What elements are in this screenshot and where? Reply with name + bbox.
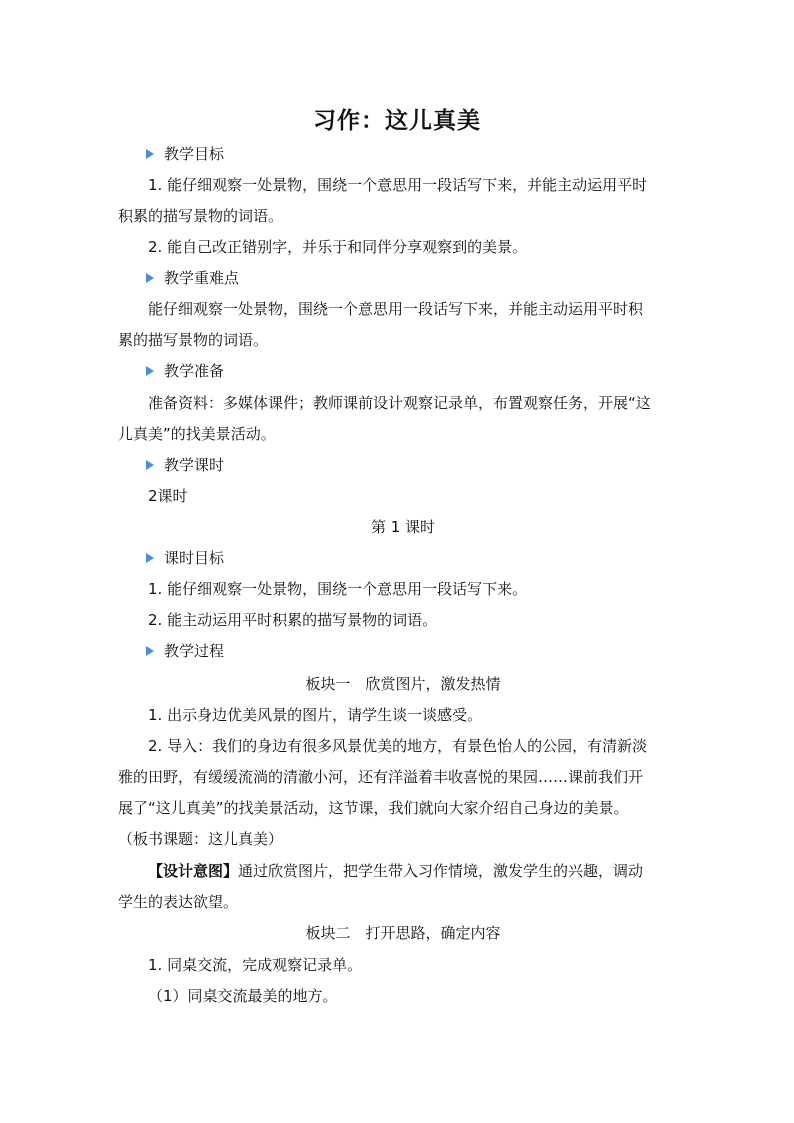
block-title: 板块二 打开思路，确定内容 <box>305 924 501 942</box>
paragraph-line: 儿真美”的找美景活动。 <box>118 425 276 443</box>
class-hours-value: 2课时 <box>148 487 188 505</box>
heading-lesson-goals <box>146 548 716 568</box>
paragraph-line: 1. 出示身边优美风景的图片，请学生谈一谈感受。 <box>148 706 483 724</box>
paragraph-line: 2. 导入：我们的身边有很多风景优美的地方，有景色怡人的公园，有清新淡 <box>148 737 648 755</box>
paragraph-line: 2. 能主动运用平时积累的描写景物的词语。 <box>148 611 438 629</box>
heading-text: 教学目标 <box>164 145 225 163</box>
triangle-bullet-icon <box>146 553 154 563</box>
paragraph-line: 学生的表达欲望。 <box>118 893 239 911</box>
heading-teaching-goals <box>146 144 716 164</box>
paragraph-line: 累的描写景物的词语。 <box>118 331 269 349</box>
paragraph-line: 2. 能自己改正错别字，并乐于和同伴分享观察到的美景。 <box>148 238 528 256</box>
paragraph-line: （板书课题：这儿真美） <box>118 830 284 848</box>
heading-key-points <box>146 268 716 288</box>
heading-text: 教学过程 <box>164 642 225 660</box>
triangle-bullet-icon <box>146 460 154 470</box>
paragraph-line: 积累的描写景物的词语。 <box>118 207 284 225</box>
lesson-title: 第 1 课时 <box>370 518 436 536</box>
paragraph-line: 雅的田野，有缓缓流淌的清澈小河，还有洋溢着丰收喜悦的果园……课前我们开 <box>118 768 644 786</box>
paragraph-line: 1. 能仔细观察一处景物，围绕一个意思用一段话写下来。 <box>148 580 528 598</box>
design-intent-line <box>148 861 688 881</box>
heading-text: 教学准备 <box>164 362 225 380</box>
heading-class-hours <box>146 455 716 475</box>
paragraph-line: 1. 同桌交流，完成观察记录单。 <box>148 956 363 974</box>
paragraph-line: 能仔细观察一处景物，围绕一个意思用一段话写下来，并能主动运用平时积 <box>148 300 644 318</box>
heading-text: 教学重难点 <box>164 269 240 287</box>
design-intent-text: 通过欣赏图片，把学生带入习作情境，激发学生的兴趣，调动 <box>238 862 644 880</box>
block-title: 板块一 欣赏图片，激发热情 <box>305 675 501 693</box>
triangle-bullet-icon <box>146 646 154 656</box>
document-title: 习作：这儿真美 <box>313 108 481 134</box>
design-intent-tag: 【设计意图】 <box>148 862 239 880</box>
paragraph-line: 准备资料：多媒体课件；教师课前设计观察记录单，布置观察任务，开展“这 <box>148 394 651 412</box>
paragraph-line: 展了“这儿真美”的找美景活动，这节课，我们就向大家介绍自己身边的美景。 <box>118 799 629 817</box>
triangle-bullet-icon <box>146 366 154 376</box>
heading-text: 课时目标 <box>164 549 225 567</box>
heading-text: 教学课时 <box>164 456 225 474</box>
triangle-bullet-icon <box>146 273 154 283</box>
triangle-bullet-icon <box>146 149 154 159</box>
heading-preparation <box>146 361 716 381</box>
paragraph-line: 1. 能仔细观察一处景物，围绕一个意思用一段话写下来，并能主动运用平时 <box>148 176 648 194</box>
heading-teaching-process <box>146 641 716 661</box>
paragraph-line: （1）同桌交流最美的地方。 <box>148 987 338 1005</box>
